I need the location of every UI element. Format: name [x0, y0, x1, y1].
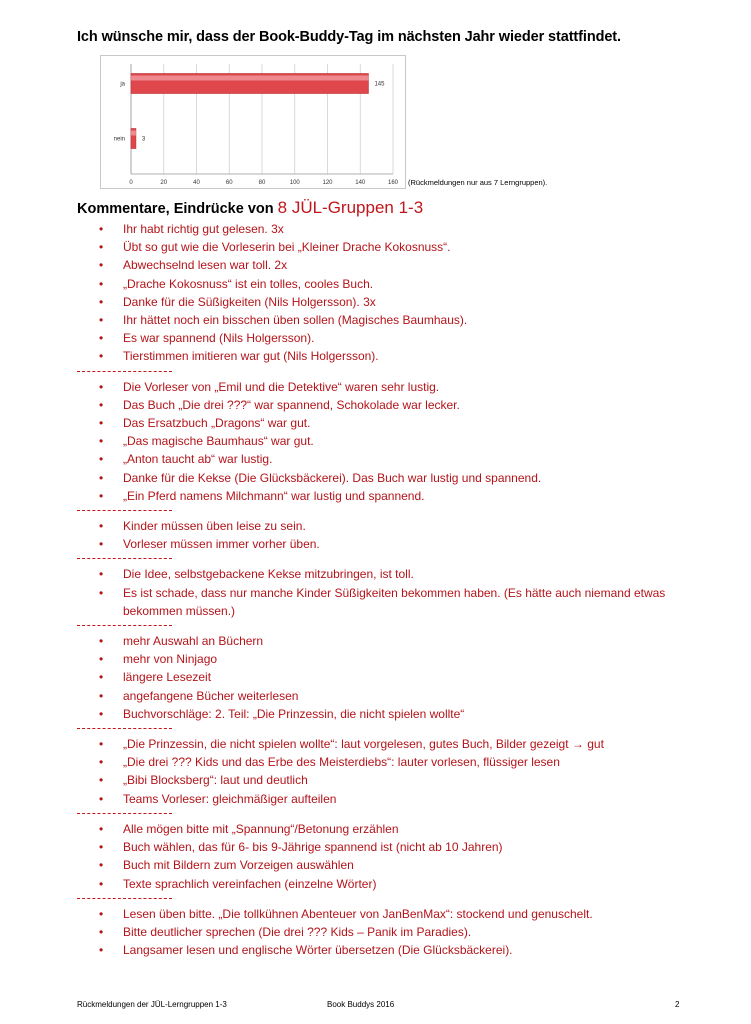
comment-item: • Vorleser müssen immer vorher üben. — [77, 535, 717, 553]
value-label: 145 — [374, 81, 385, 88]
comment-item: • „Das magische Baumhaus“ war gut. — [77, 432, 717, 450]
group-divider — [77, 558, 172, 559]
comment-item: • angefangene Bücher weiterlesen — [77, 687, 717, 705]
value-label: 3 — [141, 136, 146, 143]
comment-item: • Ihr hättet noch ein bisschen üben sollen (Magisches Baumhaus). — [77, 311, 717, 329]
comment-item: • Abwechselnd lesen war toll. 2x — [77, 256, 717, 274]
comment-item: • Die Vorleser von „Emil und die Detektive“ waren sehr lustig. — [77, 378, 717, 396]
comment-item: • Texte sprachlich vereinfachen (einzelne Wörter) — [77, 875, 717, 893]
footer-center: Book Buddys 2016 — [327, 1000, 395, 1009]
group-divider — [77, 728, 172, 729]
comment-item: • „Die Prinzessin, die nicht spielen wollte“: laut vorgelesen, gutes Buch, Bilder gezeigt → gut — [77, 735, 717, 753]
bar-chart — [100, 55, 406, 189]
comment-group — [77, 735, 717, 808]
comment-item: • Danke für die Kekse (Die Glücksbäckerei). Das Buch war lustig und spannend. — [77, 469, 717, 487]
comment-item: • Kinder müssen üben leise zu sein. — [77, 517, 717, 535]
comment-item: • mehr von Ninjago — [77, 650, 717, 668]
group-divider — [77, 898, 172, 899]
comment-group — [77, 565, 717, 620]
comment-group — [77, 632, 717, 723]
comment-item: • Langsamer lesen und englische Wörter übersetzen (Die Glücksbäckerei). — [77, 941, 717, 959]
category-label: ja — [120, 81, 125, 88]
x-tick-label: 40 — [193, 180, 200, 186]
comment-item: • „Bibi Blocksberg“: laut und deutlich — [77, 771, 717, 789]
footer-left: Rückmeldungen der JÜL-Lerngruppen 1-3 — [77, 1000, 227, 1009]
bar-highlight — [131, 76, 368, 81]
x-tick-label: 100 — [289, 180, 300, 186]
comment-item: • Ihr habt richtig gut gelesen. 3x — [77, 220, 717, 238]
comment-group — [77, 378, 717, 505]
comment-item: • Alle mögen bitte mit „Spannung“/Betonung erzählen — [77, 820, 717, 838]
group-divider — [77, 625, 172, 626]
comment-item: • Lesen üben bitte. „Die tollkühnen Abenteuer von JanBenMax“: stockend und genuschelt. — [77, 905, 717, 923]
x-tick-label: 140 — [355, 180, 366, 186]
comment-item: • Tierstimmen imitieren war gut (Nils Holgersson). — [77, 347, 717, 365]
comment-groups — [77, 220, 717, 959]
comment-item: • „Ein Pferd namens Milchmann“ war lustig und spannend. — [77, 487, 717, 505]
bar-chart-svg — [101, 56, 405, 188]
x-tick-label: 0 — [129, 180, 133, 186]
chart-note: (Rückmeldungen nur aus 7 Lerngruppen). — [408, 178, 548, 187]
comment-group — [77, 905, 717, 960]
x-tick-label: 120 — [322, 180, 333, 186]
comment-item: • „Die drei ??? Kids und das Erbe des Meisterdiebs“: lauter vorlesen, flüssiger lesen — [77, 753, 717, 771]
section-heading — [77, 198, 423, 218]
group-divider — [77, 813, 172, 814]
x-tick-label: 60 — [225, 180, 233, 186]
x-tick-label: 20 — [160, 180, 168, 186]
comment-item: • Übt so gut wie die Vorleserin bei „Kleiner Drache Kokosnuss“. — [77, 238, 717, 256]
x-tick-label: 160 — [387, 180, 399, 186]
comment-item: • „Anton taucht ab“ war lustig. — [77, 450, 717, 468]
comment-group — [77, 820, 717, 893]
comment-item: • Das Ersatzbuch „Dragons“ war gut. — [77, 414, 717, 432]
page-title: Ich wünsche mir, dass der Book-Buddy-Tag im nächsten Jahr wieder stattfindet. — [77, 29, 621, 45]
comment-item: • Es war spannend (Nils Holgersson). — [77, 329, 717, 347]
comment-item: • Teams Vorleser: gleichmäßiger aufteilen — [77, 790, 717, 808]
comment-group — [77, 220, 717, 366]
comment-item: • Bitte deutlicher sprechen (Die drei ??? Kids – Panik im Paradies). — [77, 923, 717, 941]
comment-item: • Das Buch „Die drei ???“ war spannend, Schokolade war lecker. — [77, 396, 717, 414]
comment-item: • Buch mit Bildern zum Vorzeigen auswählen — [77, 856, 717, 874]
comment-group — [77, 517, 717, 553]
comment-item: • Buch wählen, das für 6- bis 9-Jährige spannend ist (nicht ab 10 Jahren) — [77, 838, 717, 856]
comment-item: • Buchvorschläge: 2. Teil: „Die Prinzessin, die nicht spielen wollte“ — [77, 705, 717, 723]
page-number: 2 — [675, 1000, 680, 1009]
comment-item: • „Drache Kokosnuss“ ist ein tolles, cooles Buch. — [77, 275, 717, 293]
group-divider — [77, 371, 172, 372]
section-heading-lead: Kommentare, Eindrücke von — [77, 201, 278, 217]
x-tick-label: 80 — [258, 180, 266, 186]
comment-item: • Die Idee, selbstgebackene Kekse mitzubringen, ist toll. — [77, 565, 717, 583]
comment-item: • mehr Auswahl an Büchern — [77, 632, 717, 650]
section-heading-highlight: 8 JÜL-Gruppen 1-3 — [277, 198, 424, 217]
category-label: nein — [113, 136, 125, 143]
comment-item: • Es ist schade, dass nur manche Kinder Süßigkeiten bekommen haben. (Es hätte auch niemand etwas bekommen müssen.) — [77, 584, 717, 620]
group-divider — [77, 510, 172, 511]
bar-highlight — [131, 131, 136, 136]
comment-item: • längere Lesezeit — [77, 668, 717, 686]
comment-item: • Danke für die Süßigkeiten (Nils Holgersson). 3x — [77, 293, 717, 311]
